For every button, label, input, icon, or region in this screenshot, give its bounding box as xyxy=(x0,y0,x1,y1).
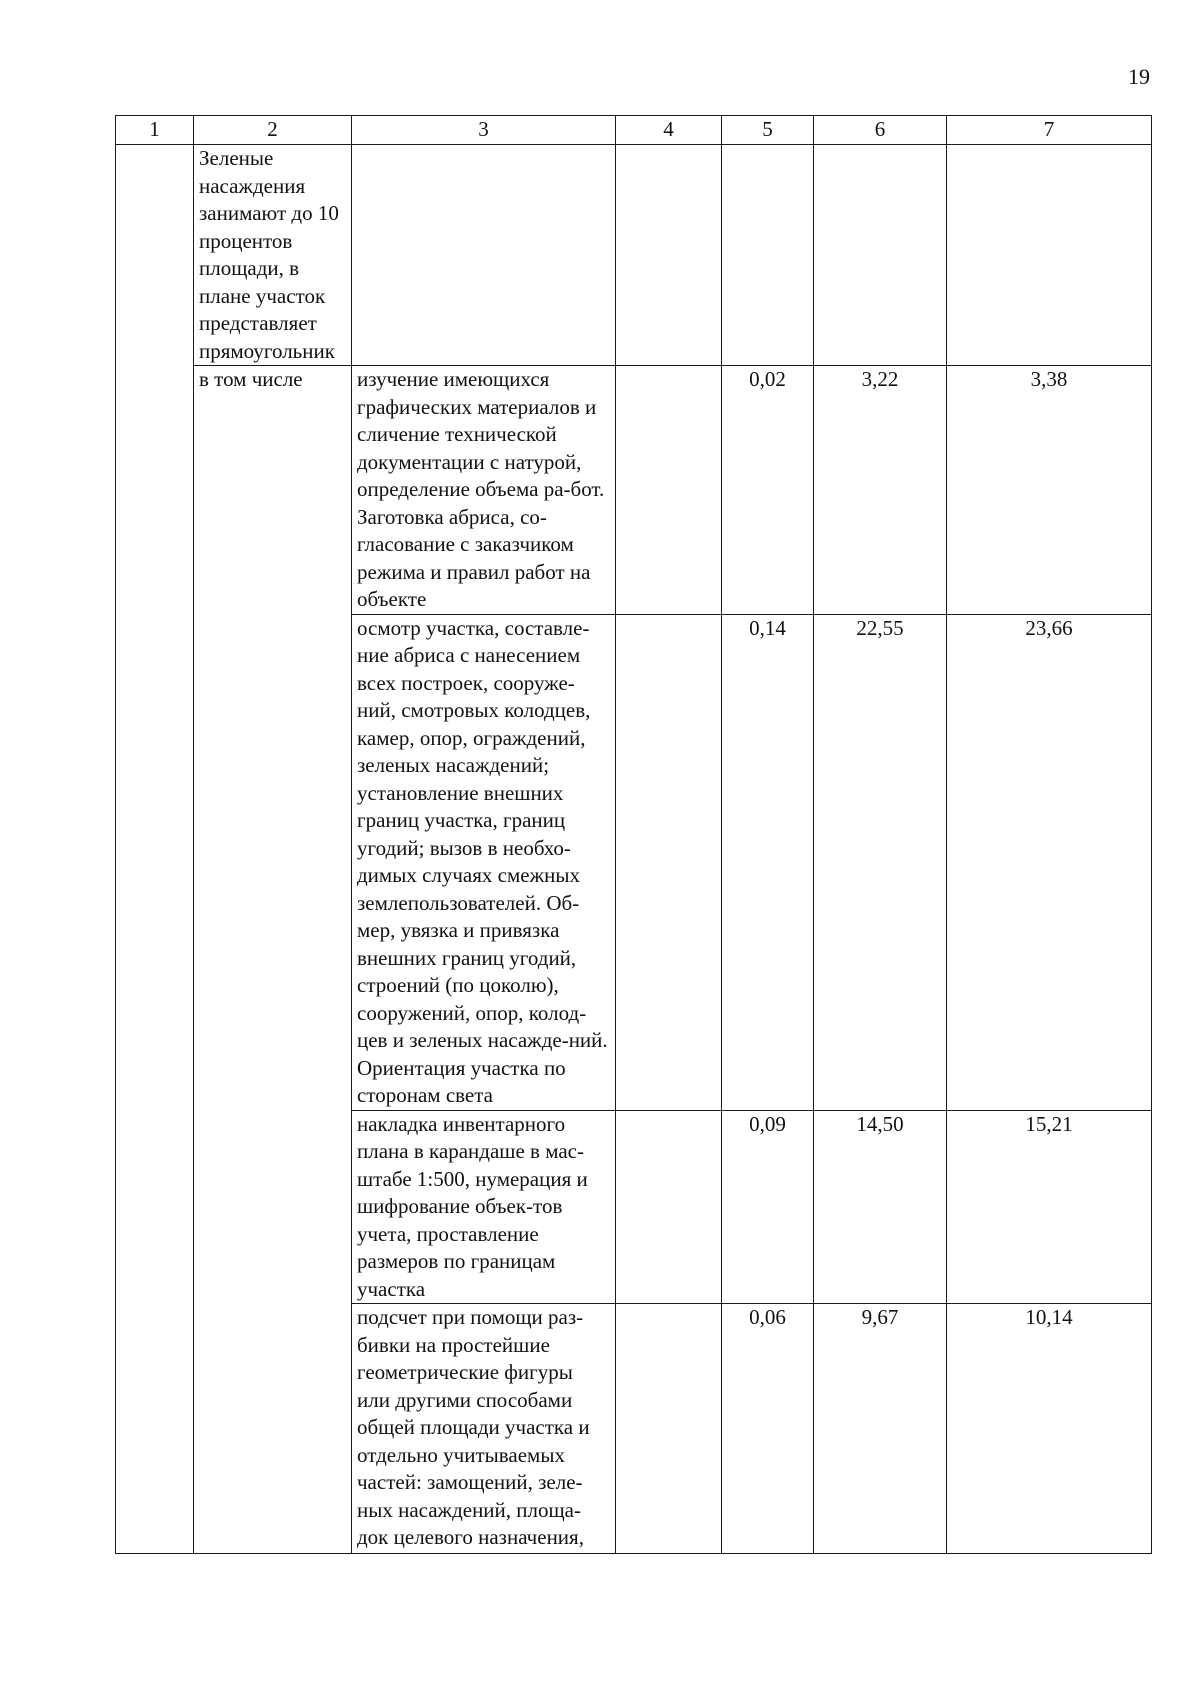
table-cell-col7: 23,66 xyxy=(947,614,1152,1110)
table-cell-work: накладка инвентарного плана в карандаше в мас-штабе 1:500, нумерация и шифрование объек-тов учета, проставление размеров по границам участка xyxy=(352,1110,616,1304)
document-table xyxy=(115,115,1152,1554)
table-cell-work: изучение имеющихся графических материалов и сличение технической документации с натурой, определение объема ра-бот. Заготовка абриса, со-гласование с заказчиком режима и правил работ на объекте xyxy=(352,366,616,615)
header-col-1: 1 xyxy=(116,116,194,145)
header-col-3: 3 xyxy=(352,116,616,145)
table-cell-col4 xyxy=(616,145,722,366)
table-cell-col5: 0,09 xyxy=(722,1110,814,1304)
table-row xyxy=(116,145,1152,366)
table-cell-description: в том числе xyxy=(194,366,352,1554)
table-cell-col5: 0,02 xyxy=(722,366,814,615)
table-cell-col7: 15,21 xyxy=(947,1110,1152,1304)
table-cell-col4 xyxy=(616,614,722,1110)
table-cell-work xyxy=(352,145,616,366)
table-cell-col6: 9,67 xyxy=(814,1304,947,1554)
header-col-6: 6 xyxy=(814,116,947,145)
header-col-2: 2 xyxy=(194,116,352,145)
table-header-row xyxy=(116,116,1152,145)
table-cell-col5: 0,14 xyxy=(722,614,814,1110)
table-cell-col7: 3,38 xyxy=(947,366,1152,615)
table-cell-col6: 14,50 xyxy=(814,1110,947,1304)
table-cell-col7 xyxy=(947,145,1152,366)
table-cell-col1 xyxy=(116,145,194,1554)
header-col-7: 7 xyxy=(947,116,1152,145)
table-cell-col5: 0,06 xyxy=(722,1304,814,1554)
table-cell-col6 xyxy=(814,145,947,366)
header-col-4: 4 xyxy=(616,116,722,145)
table-cell-col6: 22,55 xyxy=(814,614,947,1110)
header-col-5: 5 xyxy=(722,116,814,145)
table-row xyxy=(116,366,1152,615)
table-cell-col7: 10,14 xyxy=(947,1304,1152,1554)
table-cell-col6: 3,22 xyxy=(814,366,947,615)
table-cell-col4 xyxy=(616,366,722,615)
table-cell-description: Зеленые насаждения занимают до 10 процентов площади, в плане участок представляет прямоугольник xyxy=(194,145,352,366)
page-number: 19 xyxy=(1128,64,1150,89)
table-cell-col5 xyxy=(722,145,814,366)
table-cell-col4 xyxy=(616,1110,722,1304)
table-cell-col4 xyxy=(616,1304,722,1554)
table-cell-work: осмотр участка, составле-ние абриса с нанесением всех построек, сооруже-ний, смотровых колодцев, камер, опор, ограждений, зеленых насаждений; установление внешних границ участка, границ угодий; вызов в необхо-димых случаях смежных землепользователей. Об-мер, увязка и привязка внешних границ угодий, строений (по цоколю), сооружений, опор, колод-цев и зеленых насажде-ний. Ориентация участка по сторонам света xyxy=(352,614,616,1110)
table-cell-work: подсчет при помощи раз-бивки на простейшие геометрические фигуры или другими способами общей площади участка и отдельно учитываемых частей: замощений, зеле-ных насаждений, площа-док целевого назначения, xyxy=(352,1304,616,1554)
